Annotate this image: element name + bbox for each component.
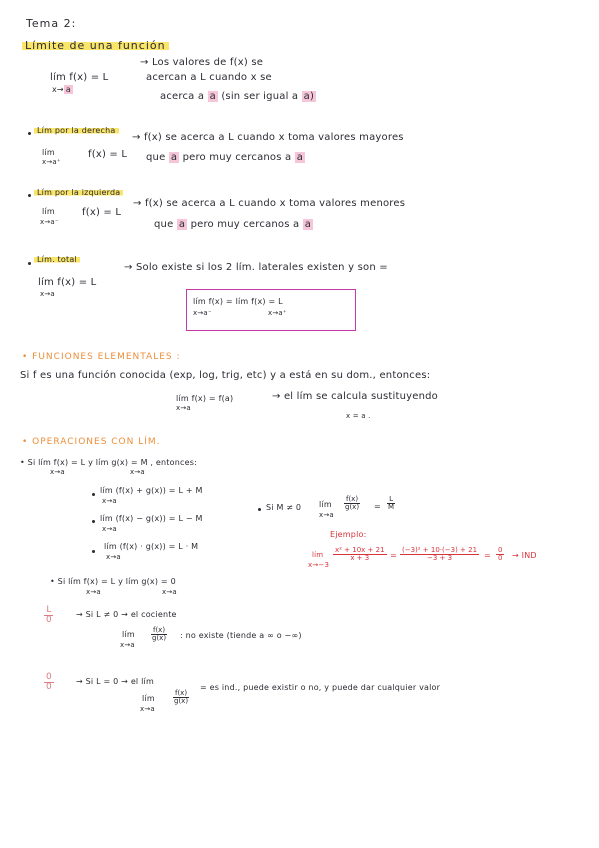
- op-div-result-fraction: $\frac{L}{M}$: [388, 495, 395, 512]
- lim-total-sub: x→a: [40, 290, 55, 298]
- case2-tag: $\frac{0}{0}$: [46, 672, 52, 693]
- case1-tag: $\frac{L}{0}$: [46, 605, 52, 626]
- cero-intro: • Si lím f(x) = L y lím g(x) = 0: [50, 577, 176, 586]
- elementales-expr: lím f(x) = f(a): [176, 394, 234, 403]
- def-line-1: → Los valores de f(x) se: [140, 57, 264, 68]
- elementales-desc: → el lím se calcula sustituyendo: [272, 391, 438, 402]
- ejemplo-tail: → IND: [512, 551, 537, 560]
- op-div-cond: Si M ≠ 0: [266, 503, 302, 512]
- operaciones-intro: • Si lím f(x) = L y lím g(x) = M , entonces:: [20, 458, 197, 467]
- bullet-dot: [258, 508, 261, 511]
- lim-total-expr: lím f(x) = L: [38, 277, 97, 288]
- bullet-dot: [92, 493, 95, 496]
- ejemplo-label: Ejemplo:: [330, 530, 367, 539]
- lim-right-desc-1: → f(x) se acerca a L cuando x toma valores mayores: [132, 132, 404, 143]
- ejemplo-lim: lím: [312, 551, 324, 559]
- section-title: Límite de una función: [22, 40, 169, 53]
- lim-left-desc-1: → f(x) se acerca a L cuando x toma valores menores: [133, 198, 406, 209]
- tema-heading: Tema 2:: [26, 17, 77, 30]
- lim-left-label: Lím por la izquierda: [34, 188, 123, 197]
- lim-left-sub: x→a⁻: [40, 218, 59, 226]
- ejemplo-eq-1: =: [390, 551, 397, 560]
- operaciones-heading: • OPERACIONES CON LÍM.: [22, 437, 161, 447]
- case1-sub: x→a: [120, 641, 135, 649]
- ejemplo-fraction-1: $\frac{\text{x² + 10x + 21}}{x + 3}$: [335, 546, 385, 563]
- def-line-2: acercan a L cuando x se: [146, 72, 272, 83]
- op-diff-sub: x→a: [102, 525, 117, 533]
- case2-text: → Si L = 0 → el lím: [76, 677, 154, 686]
- op-sum-sub: x→a: [102, 497, 117, 505]
- lim-right-lim: lím: [42, 148, 55, 157]
- case2-fraction: $\frac{f(x)}{g(x)}$: [174, 689, 189, 706]
- lim-right-label: Lím por la derecha: [34, 126, 119, 135]
- op-diff: lím (f(x) − g(x)) = L − M: [100, 514, 203, 523]
- cero-intro-sub-1: x→a: [86, 588, 101, 596]
- ejemplo-eq-2: =: [484, 551, 491, 560]
- bullet-dot: [92, 520, 95, 523]
- case1-result: : no existe (tiende a ∞ o −∞): [180, 631, 302, 640]
- op-div-eq: =: [374, 502, 381, 511]
- lim-total-box-sub-1: x→a⁻: [193, 309, 212, 317]
- op-div-lim: lím: [319, 500, 332, 509]
- lim-total-box-expr: lím f(x) = lím f(x) = L: [193, 297, 283, 306]
- lim-total-label: Lím. total: [34, 255, 80, 264]
- op-mul-sub: x→a: [106, 553, 121, 561]
- def-subscript: x→ a: [52, 85, 71, 94]
- operaciones-intro-sub-1: x→a: [50, 468, 65, 476]
- lim-total-box-sub-2: x→a⁺: [268, 309, 287, 317]
- op-div-fraction: $\frac{f(x)}{g(x)}$: [345, 495, 360, 512]
- operaciones-intro-sub-2: x→a: [130, 468, 145, 476]
- lim-right-sub: x→a⁺: [42, 158, 61, 166]
- op-mul: lím (f(x) · g(x)) = L · M: [104, 542, 199, 551]
- ejemplo-fraction-2: $\frac{\text{(−3)² + 10·(−3) + 21}}{-3 + 3}$: [402, 546, 478, 563]
- case2-sub: x→a: [140, 705, 155, 713]
- ejemplo-sub: x→−3: [308, 561, 330, 569]
- case2-lim: lím: [142, 694, 155, 703]
- lim-right-expr: f(x) = L: [88, 149, 128, 160]
- def-line-3: acerca a a (sin ser igual a a): [160, 91, 315, 102]
- op-sum: lím (f(x) + g(x)) = L + M: [100, 486, 203, 495]
- bullet-dot: [28, 132, 31, 135]
- ejemplo-fraction-3: $\frac{0}{0}$: [498, 546, 503, 563]
- lim-right-desc-2: que a pero muy cercanos a a: [146, 152, 304, 163]
- def-expression: lím f(x) = L: [50, 72, 109, 83]
- case1-lim: lím: [122, 630, 135, 639]
- case1-fraction: $\frac{f(x)}{g(x)}$: [152, 626, 167, 643]
- bullet-dot: [92, 550, 95, 553]
- bullet-dot: [28, 194, 31, 197]
- op-div-sub: x→a: [319, 511, 334, 519]
- lim-left-expr: f(x) = L: [82, 207, 122, 218]
- cero-intro-sub-2: x→a: [162, 588, 177, 596]
- lim-left-lim: lím: [42, 207, 55, 216]
- elementales-heading: • FUNCIONES ELEMENTALES :: [22, 352, 181, 362]
- elementales-line-1: Si f es una función conocida (exp, log, trig, etc) y a está en su dom., entonces:: [20, 370, 431, 381]
- elementales-desc-sub: x = a .: [346, 412, 371, 420]
- case1-text: → Si L ≠ 0 → el cociente: [76, 610, 177, 619]
- lim-total-desc: → Solo existe si los 2 lím. laterales existen y son =: [124, 262, 388, 273]
- elementales-sub: x→a: [176, 404, 191, 412]
- case2-result: = es ind., puede existir o no, y puede dar cualquier valor: [200, 683, 441, 692]
- bullet-dot: [28, 262, 31, 265]
- lim-left-desc-2: que a pero muy cercanos a a: [154, 219, 312, 230]
